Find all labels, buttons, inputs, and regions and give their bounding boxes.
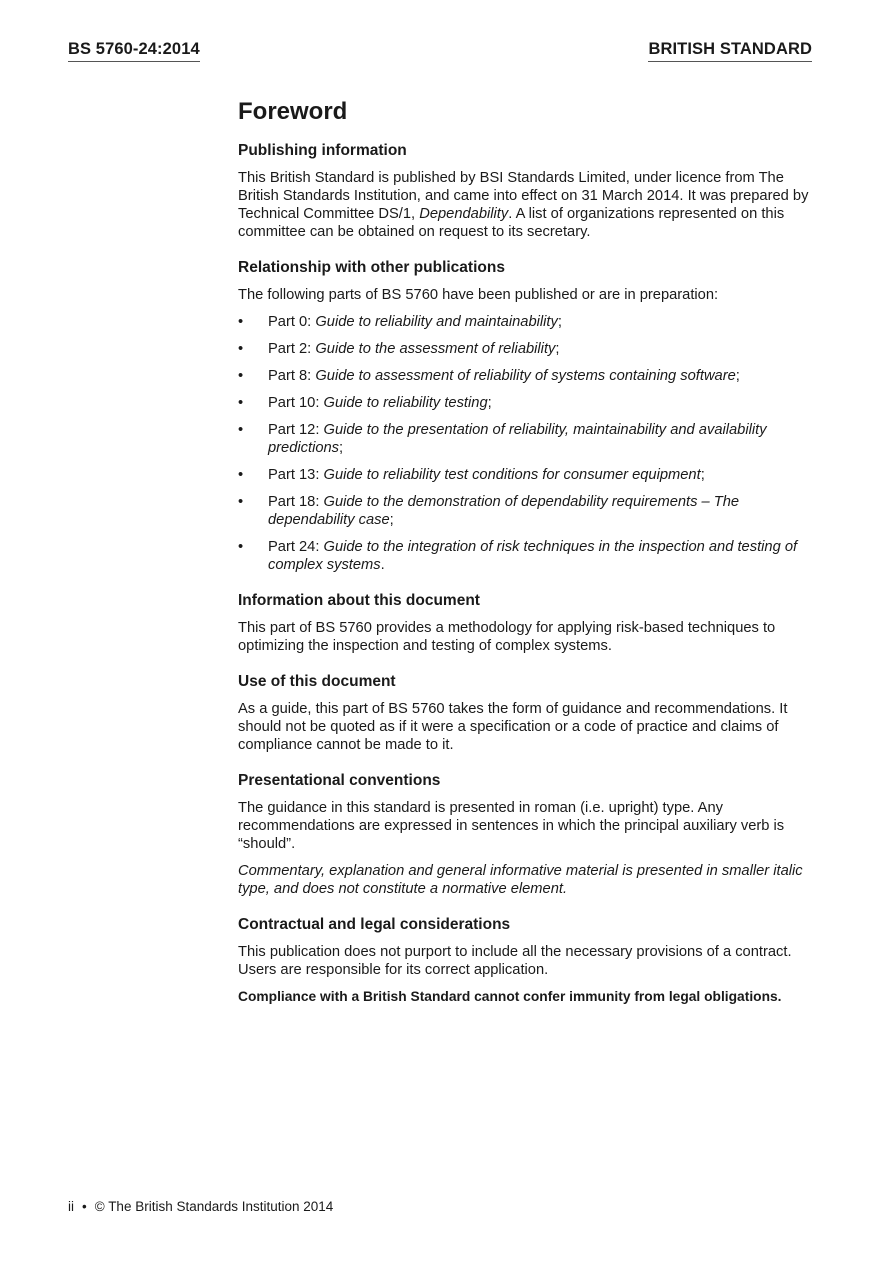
- list-item: • Part 0: Guide to reliability and maintainability;: [238, 314, 562, 330]
- bullet: •: [238, 314, 244, 330]
- section-paragraph: As a guide, this part of BS 5760 takes the form of guidance and recommendations. It should not be quoted as if it were a specification or a code of practice and claims of compliance cannot be made to it.: [238, 701, 788, 753]
- page-number: ii: [68, 1199, 74, 1214]
- copyright-notice: © The British Standards Institution 2014: [94, 1199, 334, 1214]
- bullet: •: [238, 422, 244, 438]
- section-heading: Use of this document: [238, 673, 396, 690]
- committee-name: Dependability: [419, 206, 509, 222]
- page-footer: [68, 1199, 333, 1214]
- section-heading: Contractual and legal considerations: [238, 916, 511, 933]
- section-heading: Presentational conventions: [238, 772, 441, 789]
- section-paragraph: The following parts of BS 5760 have been published or are in preparation:: [238, 287, 719, 303]
- section-heading: Relationship with other publications: [238, 259, 505, 276]
- commentary-paragraph: Commentary, explanation and general informative material is presented in smaller italic type, and does not constitute a normative element.: [238, 863, 803, 897]
- page-title: Foreword: [238, 98, 348, 125]
- bullet: •: [238, 494, 244, 510]
- list-item: • Part 8: Guide to assessment of reliability of systems containing software;: [238, 368, 740, 384]
- bullet: •: [238, 341, 244, 357]
- compliance-note: Compliance with a British Standard cannot confer immunity from legal obligations.: [238, 989, 782, 1004]
- section-heading: Information about this document: [238, 592, 480, 609]
- section-paragraph: This part of BS 5760 provides a methodology for applying risk-based techniques to optimizing the inspection and testing of complex systems.: [238, 620, 776, 654]
- section-paragraph: The guidance in this standard is presented in roman (i.e. upright) type. Any recommendations are expressed in sentences in which the principal auxiliary verb is “should”.: [238, 800, 785, 852]
- list-item: • Part 10: Guide to reliability testing;: [238, 395, 492, 411]
- list-item: • Part 24: Guide to the integration of risk techniques in the inspection and testing of complex systems.: [238, 539, 798, 573]
- foreword-content: [238, 97, 812, 1015]
- section-conventions: [238, 771, 812, 898]
- list-item: • Part 12: Guide to the presentation of reliability, maintainability and availability predictions;: [238, 422, 767, 456]
- bullet: •: [238, 395, 244, 411]
- header-series-label: BRITISH STANDARD: [648, 40, 812, 62]
- bullet: •: [238, 467, 244, 483]
- section-heading: Publishing information: [238, 142, 407, 159]
- section-paragraph: This publication does not purport to include all the necessary provisions of a contract. Users are responsible for its correct application.: [238, 944, 792, 978]
- list-item: • Part 13: Guide to reliability test conditions for consumer equipment;: [238, 467, 705, 483]
- header-document-id: BS 5760-24:2014: [68, 40, 200, 62]
- parts-list: [238, 313, 812, 574]
- list-item: • Part 2: Guide to the assessment of reliability;: [238, 341, 560, 357]
- section-use: [238, 672, 812, 754]
- section-legal: [238, 915, 812, 1006]
- bullet: •: [238, 539, 244, 555]
- bullet: •: [238, 368, 244, 384]
- list-item: • Part 18: Guide to the demonstration of dependability requirements – The dependability case;: [238, 494, 740, 528]
- section-paragraph: This British Standard is published by BSI Standards Limited, under licence from The British Standards Institution, and came into effect on 31 March 2014. It was prepared by Technical Committee DS/1, Dependability. A list of organizations represented on this committee can be obtained on request to its secretary.: [238, 170, 809, 240]
- section-relationship: [238, 258, 812, 574]
- section-information: [238, 591, 812, 655]
- section-publishing-information: [238, 141, 812, 241]
- footer-bullet: •: [82, 1199, 87, 1214]
